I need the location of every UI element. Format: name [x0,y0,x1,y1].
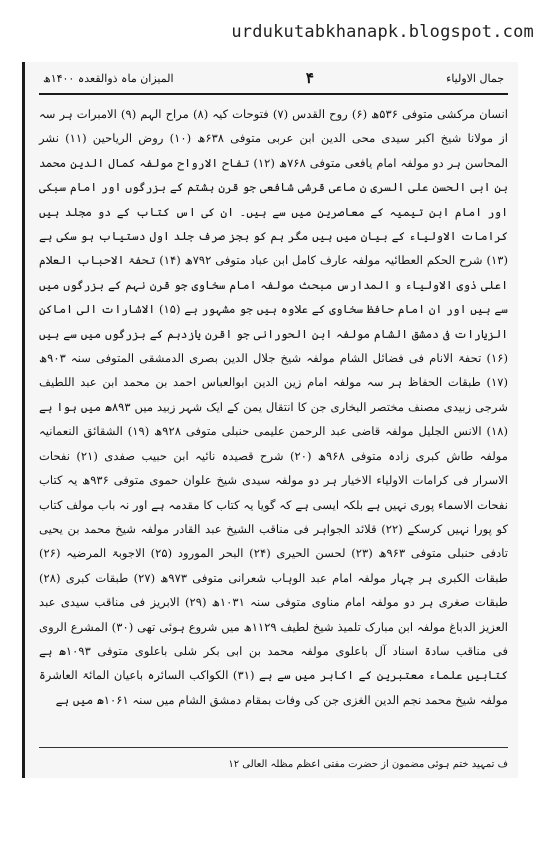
scanned-page [22,62,518,778]
book-title: جمال الاولیاء [446,71,504,85]
page-header [43,64,504,92]
page-number: ۴ [305,69,314,87]
journal-issue: المیزان ماہ ذوالقعدہ ۱۴۰۰ھ [43,71,174,85]
blog-watermark: urdukutabkhanapk.blogspot.com [231,22,534,42]
footnote-rule [39,747,508,748]
header-rule [39,93,508,95]
body-paragraph: انسان مرکشی متوفی ۵۳۶ھ (۶) روح القدس (۷) فتوحات کیہ (۸) مراح الہم (۹) الامبرات ہر سہ از مولانا شیخ اکبر سیدی محی الدین ابن عربی متوفی ۶۳۸ھ (۱۰) روض الریاحین (۱۱) نشر المحاسن ہر دو مولفہ امام یافعی متوفی ۷۶۸ھ (۱۲) تفاح الارواح مولفہ کمال الدین محمد بن ابی الحسن علی السری ن ماعی قرشی شافعی جو قرن ہشتم کے بزرگوں اور امام سبکی اور امام ابن تیمیہ کے معاصرین میں سے ہیں۔ ان کی اس کتاب کے دو مجلد ہیں کرامات الاولیاء کے بیان میں ہیں مگر ہم کو بجز صرف جلد اول دستیاب ہو سکی ہے (۱۳) شرح الحکم العطائیہ مولفہ عارف کامل ابن عباد متوفی ۷۹۲ھ (۱۴) تحفۃ الاحباب العلام اعلی ذوی الاولیاء و المدارس مبحث مولفہ امام سخاوی جو قرن نہم کے بزرگوں میں سے ہیں اور ان امام حافظ سخاوی کے علاوہ ہیں جو مشہور ہے (۱۵) الاشارات الی اماکن الزیارات فی دمشق الشام مولفہ ابن الحورانی جو اقرن یازدہم کے بزرگوں میں سے ہیں (۱۶) تحفۃ الانام فی فضائل الشام مولفہ شیخ جلال الدین بصری الدمشقی المتوفی سنہ ۹۰۳ھ (۱۷) طبقات الحفاظ ہر سہ مولفہ امام زین الدین ابوالعباس احمد بن محمد ابن عبد اللطیف شرجی زبیدی مصنف مختصر البخاری جن کا انتقال یمن کے ایک شہر زبید میں ۸۹۳ھ میں ہوا ہے (۱۸) الانس الجلیل مولفہ قاضی عبد الرحمن علیمی حنبلی متوفی ۹۲۸ھ (۱۹) الشقائق النعمانیہ مولفہ طاش کبری زادہ متوفی ۹۶۸ھ (۲۰) شرح قصیدہ نائیہ ابن حبیب صفدی (۲۱) نفحات الاسرار فی کرامات الاولیاء الاخیار ہر دو مولفہ سیدی شیخ علوان حموی متوفی ۹۳۶ھ یہ کتاب نفحات الاسماء پوری نہیں ہے بلکہ ایسی ہے کہ گویا یہ کتاب کا مقدمہ ہے اور نہ باب مولف کتاب کو پورا نہیں کرسکے (۲۲) قلائد الجواہر فی مناقب الشیخ عبد القادر مولفہ شیخ محمد بن یحیی تادفی حنبلی متوفی ۹۶۳ھ (۲۳) لحسن الحیری (۲۴) البحر المورود (۲۵) الاجوبۃ المرضیہ (۲۶) طبقات الکبری ہر چہار مولفہ امام عبد الوہاب شعرانی متوفی ۹۷۳ھ (۲۷) طبقات کبری (۲۸) طبقات صغری ہر دو مولفہ امام مناوی متوفی سنہ ۱۰۳۱ھ (۲۹) الابریز فی مناقب سیدی عبد العزیز الدباغ مولفہ ابن مبارک تلمیذ شیخ لطیف ۱۱۲۹ھ میں شروع ہوئی تھی (۳۰) المشرع الروی فی مناقب سادۃ اسناد آل باعلوی مولفہ محمد بن ابی بکر شلی باعلوی متوفی ۱۰۹۳ھ ہے کتابیں علماء معتبرین کے اکابر میں سے ہے (۳۱) الکواکب السائرہ باعیان المائۃ العاشرۃ مولفہ شیخ محمد نجم الدین الغزی جن کی وفات بمقام دمشق الشام میں سنہ ۱۰۶۱ھ میں ہے [39,107,509,707]
body-text [39,102,508,726]
footnote: ف تمہید ختم ہوئی مضمون از حضرت مفتی اعظم مظلہ العالی ۱۲ [228,759,508,770]
